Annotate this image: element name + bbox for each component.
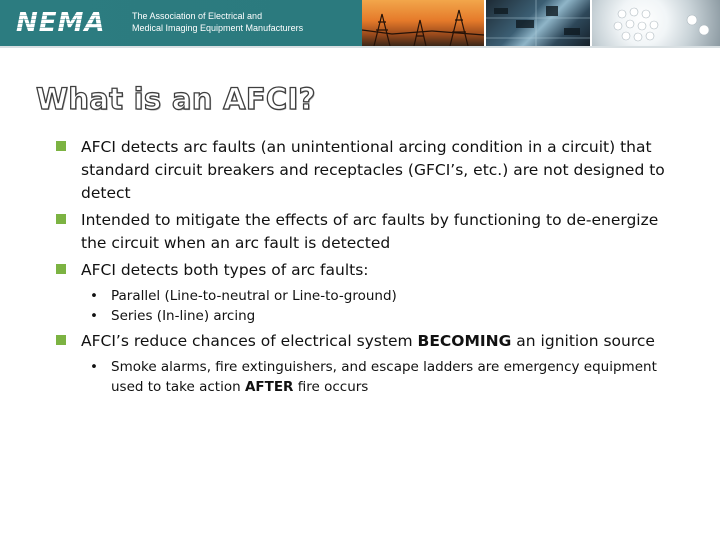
sub-bullet-text: Parallel (Line-to-neutral or Line-to-ground) <box>111 288 397 304</box>
dot-bullet-icon: • <box>90 359 98 375</box>
led-lights-photo <box>592 0 720 46</box>
organization-name <box>132 10 303 34</box>
bullet-text: AFCI detects arc faults (an unintentional arcing condition in a circuit) that standard circuit breakers and receptacles (GFCI’s, etc.) are not designed to detect <box>81 138 665 202</box>
nema-logo: NEMA <box>16 8 106 38</box>
square-bullet-icon <box>56 141 66 151</box>
bullet-text: Intended to mitigate the effects of arc faults by functioning to de-energize the circuit when an arc fault is detected <box>81 211 659 252</box>
sub-bullet-text: Series (In-line) arcing <box>111 308 256 324</box>
circuit-board-photo <box>486 0 590 46</box>
sub-bullet-item <box>56 357 676 397</box>
square-bullet-icon <box>56 335 66 345</box>
bullet-text-end: an ignition source <box>511 332 655 350</box>
sub-bullet-text-end: fire occurs <box>293 379 369 395</box>
power-lines-photo <box>362 0 484 46</box>
organization-name-line2: Medical Imaging Equipment Manufacturers <box>132 23 304 33</box>
bullet-item <box>56 209 676 255</box>
sub-bullet-text-start: Smoke alarms, fire extinguishers, and escape ladders are emergency equipment used to take action <box>111 359 657 395</box>
header-brand-band <box>0 0 362 46</box>
slide-title: What is an AFCI? <box>36 82 316 116</box>
sub-bullet-list <box>56 286 676 326</box>
sub-bullet-emphasis: AFTER <box>244 379 294 395</box>
slide-content <box>56 136 676 401</box>
organization-name-line1: The Association of Electrical and <box>132 11 263 21</box>
dot-bullet-icon: • <box>90 308 98 324</box>
sub-bullet-item <box>56 306 676 326</box>
bullet-text-start: AFCI’s reduce chances of electrical system <box>81 332 418 350</box>
bullet-emphasis: BECOMING <box>417 332 512 350</box>
square-bullet-icon <box>56 214 66 224</box>
bullet-item <box>56 330 676 353</box>
bullet-item <box>56 136 676 205</box>
header-divider <box>0 46 720 48</box>
bullet-text: AFCI detects both types of arc faults: <box>81 261 369 279</box>
header-banner <box>0 0 720 46</box>
dot-bullet-icon: • <box>90 288 98 304</box>
bullet-item <box>56 259 676 282</box>
square-bullet-icon <box>56 264 66 274</box>
sub-bullet-list <box>56 357 676 397</box>
sub-bullet-item <box>56 286 676 306</box>
